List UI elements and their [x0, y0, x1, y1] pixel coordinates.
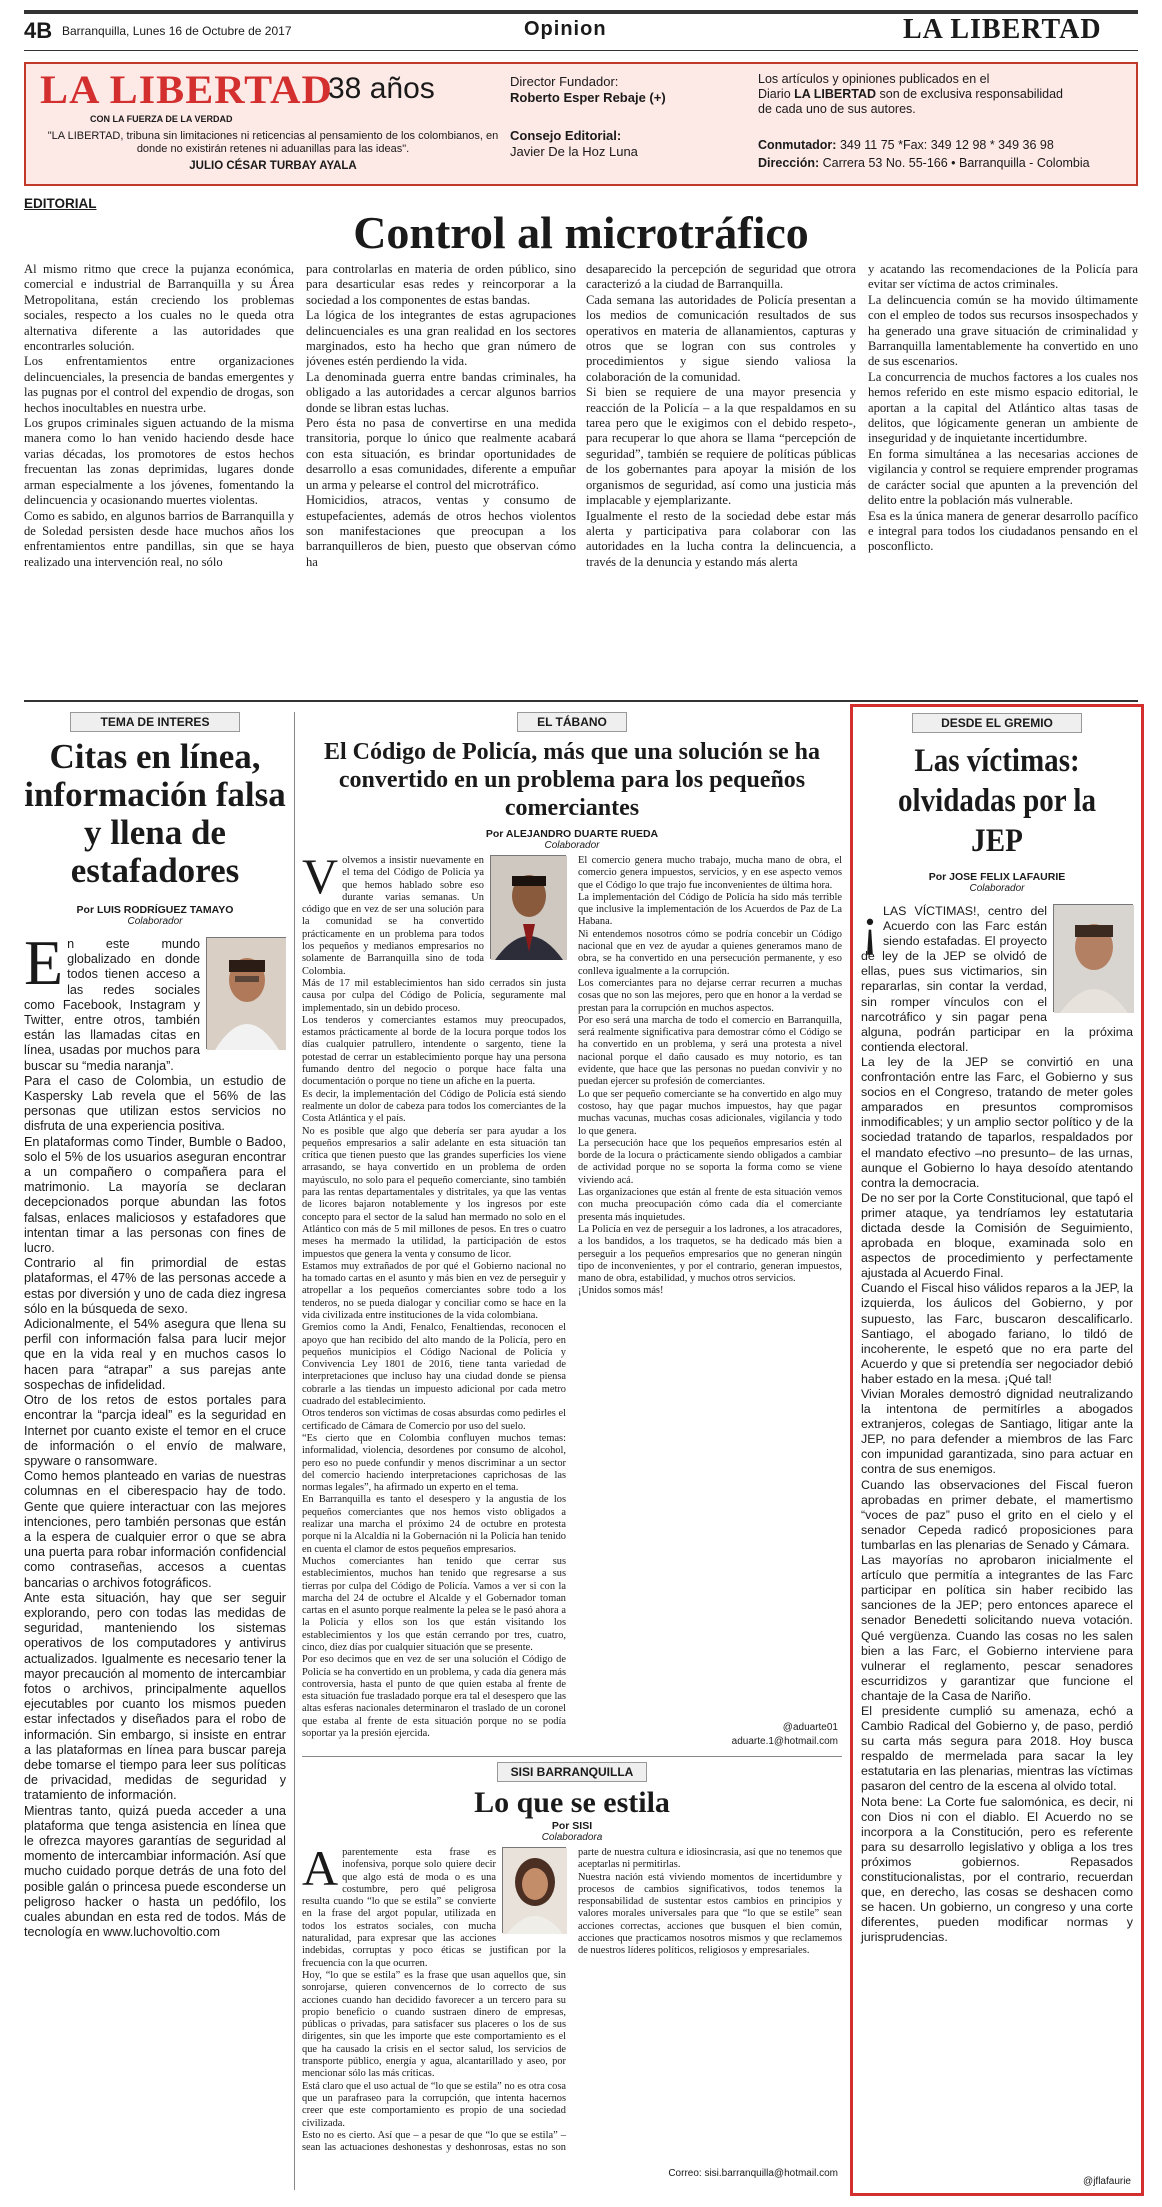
paragraph: La denominada guerra entre bandas criminales, ha obligado a las autoridades a cercar algunos barrios donde se libran estas luchas.: [306, 369, 576, 415]
paragraph: Hoy, “lo que se estila” es la frase que usan aquellos que, sin sonrojarse, quieren convencernos de lo correcto de sus acciones cuando han decidido favorecer a un tercero para su propio beneficio o cuando sustraen dinero de empresas, públicas o privadas, para satisfacer sus placeres o los de sus dirigentes, sin que les importe que este comportamiento es el que ha causado la crisis en el sector salud, los servicios de transporte público, energía y agua, alcantarillado y aseo, por mencionar sólo las más críticas.: [302, 1969, 566, 2080]
switchboard-label: Conmutador:: [758, 138, 837, 152]
paragraph: Nuestra nación está viviendo momentos de incertidumbre y procesos de cambios significativos, todos tenemos la responsabilidad de sustentar estos cambios en principios y valores morales universales para que “lo que se estile” sean acciones correctas, acciones que busquen el bien común, acciones que practicamos nosotros mismos y que reclamemos de nuestros líderes políticos, religiosos y empresariales.: [578, 1871, 842, 1957]
paragraph: Los enfrentamientos entre organizaciones delincuenciales, la presencia de bandas emergentes y las pugnas por el control del expendio de drogas, son hechos inocultables en nuestra urbe.: [24, 354, 294, 415]
editorial-col-4: [868, 262, 1138, 692]
paragraph: Ante esta situación, hay que ser seguir explorando, pero con todas las medidas de seguridad, manteniendo los sistemas operativos de los computadores y antivirus actualizados. Igualmente es necesario tener la mayor precaución al momento de intercambiar fotos o archivos, principalmente aquellos ejecutables por cuanto los mismos pueden estar infectados y diseñados para el robo de información. Sin embargo, si insiste en entrar a las plataformas en línea para buscar pareja debe tomarse el tiempo para leer sus políticas de privacidad, medidas de seguridad y tratamiento de información.: [24, 1590, 286, 1803]
paragraph: Los tenderos y comerciantes estamos muy preocupados, estamos prácticamente al borde de la locura porque todos los días cualquier patrullero, intendente o sargento, tiene la potestad de cerrar un establecimiento porque hay una persona fumando dentro del negocio o porque hace falta una documentación o porque no tiene un afiche en la puerta.: [302, 1014, 566, 1088]
sisi-title: Lo que se estila: [474, 1786, 670, 1819]
paragraph: De no ser por la Corte Constitucional, que tapó el primer ataque, ya tendríamos ley estatutaria dictada desde la Comisión de Seguimiento, aprobada en bloque, examinada solo en aspectos de procedimiento y perfectamente ajustada al Acuerdo Final.: [861, 1190, 1133, 1281]
column-divider-1: [294, 712, 295, 2190]
council-label: Consejo Editorial:: [510, 128, 622, 143]
sisi-body: [302, 1840, 842, 2167]
sisi-dropcap: A: [302, 1840, 339, 1896]
editorial-bottom-rule: [24, 700, 1138, 702]
tabano-bottom-rule: [302, 1756, 842, 1757]
disclaimer-line-3: de cada uno de sus autores.: [758, 102, 916, 116]
paragraph: desaparecido la percepción de seguridad que otrora caracterizó a la ciudad de Barranquilla.: [586, 262, 856, 292]
masthead-logo: LA LIBERTAD: [40, 67, 333, 112]
citas-dropcap: E: [24, 927, 64, 998]
paragraph: “Es cierto que en Colombia confluyen muchos temas: informalidad, violencia, desordenes por consumo de alcohol, pero eso no puede confundir y menos discriminar a un sector del comercio haciendo interpretaciones caprichosas de las normas legales”, ha afirmado un experto en el tema.: [302, 1432, 566, 1494]
paragraph: Como es sabido, en algunos barrios de Barranquilla y de Soledad persisten desde hace muchos años los enfrentamientos entre pandillas, sin que se haya realizado una intervención real, no sólo: [24, 508, 294, 569]
paragraph: Ni entendemos nosotros cómo se podría concebir un Código nacional que en vez de ayudar a quienes generamos mano de obra, se ha convertido en una persecución permanente, y eso conlleva igualmente a la corrupción.: [578, 928, 842, 977]
paragraph: Por eso decimos que en vez de ser una solución el Código de Policía se ha convertido en un problema, y cada día genera más controversia, hasta el punto de que quien estaba al frente de esta situación fue trasladado porque era tal el desespero que las altas esferas nacionales determinaron el traslado de un coronel que estaba al frente de esta situación porque no se podía soportar ya la presión ejercida.: [302, 1654, 566, 1740]
citas-kicker: TEMA DE INTERES: [70, 712, 240, 732]
gremio-role: Colaborador: [969, 883, 1025, 894]
paragraph: La implementación del Código de Policía ha sido más terrible que inclusive la implementación de los Acuerdos de Paz de La Habana.: [578, 891, 842, 928]
gremio-author-photo: [1053, 904, 1133, 1012]
paragraph: Vivian Morales demostró dignidad neutralizando la intentona de permitírles a abogados extranjeros, colegas de Santiago, litigar ante la JEP, no para defender a miembros de las Farc con impunidad garantizada, sino para actuar en contra de sus enemigos.: [861, 1387, 1133, 1477]
page-number: 4B: [24, 18, 53, 43]
paragraph: Esa es la única manera de generar desarrollo pacífico e integral para todos los ciudadanos pensando en el posconflicto.: [868, 508, 1138, 554]
sisi-article: [302, 1762, 842, 2190]
tabano-body: [302, 848, 842, 1752]
paragraph: Esto no es cierto. Así que – a pesar de que “lo que se estila” – sean las actuaciones deshonestas y deshonrosas, estas no son parte de nuestra cultura e idiosincrasia, así que no tenemos que aceptarlas ni permitirlas.: [302, 1847, 842, 2154]
paragraph: En Barranquilla es tanto el desespero y la angustia de los pequeños comerciantes que nos hemos visto obligados a realizar una marcha el próximo 24 de octubre en protesta porque ni la Alcaldía ni la Gobernación ni la Policía han tenido en cuenta el clamor de estos pequeños empresarios.: [302, 1494, 566, 1555]
paragraph: Por eso será una marcha de todo el comercio en Barranquilla, será realmente significativa para demostrar cómo el Código se ha convertido en un problema, y será una protesta a nivel nacional porque el daño causado es muy notorio, es tan evidente, que hace que las personas no puedan convivir y no puedan ejercer su profesión de comerciantes.: [578, 1014, 842, 1088]
paragraph: Cuando el Fiscal hiso válidos reparos a la JEP, la izquierda, los áulicos del Gobierno, y por supuesto, las Farc, buscaron descalificarlo. Santiago, el abogado fariano, lo tildó de incoherente, le espetó que no era parte del Acuerdo y que si pretendía ser negociador debió haber estado en la mesa. ¡Qué tal!: [861, 1281, 1133, 1386]
sisi-role: Colaboradora: [541, 1832, 603, 1843]
paragraph: Muchos comerciantes han tenido que cerrar sus establecimientos, muchos han tenido que regresarse a sus tierras por culpa del Código de Policía. Vamos a ver si con la marcha del 24 de octubre el Alcalde y el Gobernador toman cartas en el asunto porque realmente la pelea se le pasó ahora a la Policía y ellos son los que están visitando los establecimientos y los que están cerrando por tres, cuatro, cinco, diez días por cualquier situación que se presente.: [302, 1555, 566, 1653]
disclaimer-line-2: [758, 87, 1128, 102]
paragraph: En plataformas como Tinder, Bumble o Badoo, solo el 5% de los usuarios aseguran encontrar a un compañero o compañera para el matrimonio. La mayoría se declaran decepcionados porque abundan las fotos falsas, enlaces maliciosos y estafadores que intentan timar a las personas con fines de lucro.: [24, 1134, 286, 1256]
contact-address: [758, 156, 1090, 170]
paragraph: parentemente esta frase es inofensiva, porque solo quiere decir que algo está de moda o es una costumbre, pero qué peligrosa resulta cuando “lo que se estila” se convierte en la frase del argot popular, utilizada en todos los estratos sociales, con mucha naturalidad, para expresar que las acciones indebidas, corruptas y poco éticas se justifican por la frecuencia con la que ocurren.: [302, 1847, 566, 1969]
paragraph: Como hemos planteado en varias de nuestras columnas en el ciberespacio hay de todo. Gente que quiere interactuar con las mejores intenciones, pero también personas que están a la espera de cualquier error o que se abra una puerta para robar información confidencial como contraseñas, accesos a cuentas bancarias o archivos fotográficos.: [24, 1469, 286, 1590]
gremio-byline: Por JOSE FELIX LAFAURIE: [928, 871, 1066, 883]
gremio-body: [861, 896, 1133, 1945]
citas-author-photo: [206, 937, 286, 1049]
disclaimer-line-2-a: Diario: [758, 87, 795, 101]
author-portrait-icon: [207, 938, 286, 1050]
tabano-role: Colaborador: [544, 840, 600, 851]
sisi-email: Correo: sisi.barranquilla@hotmail.com: [668, 2168, 838, 2179]
header-newspaper-name: LA LIBERTAD: [903, 14, 1102, 45]
author-portrait-icon: [491, 856, 567, 960]
paragraph: para controlarlas en materia de orden público, sino para desarticular esas redes y reincorporar a la sociedad a los componentes de estas bandas.: [306, 262, 576, 307]
council-name: Javier De la Hoz Luna: [510, 144, 638, 159]
paragraph: Es decir, la implementación del Código de Policía está siendo realmente un dolor de cabeza para todos los comerciantes de la Costa Atlántica y el país.: [302, 1088, 566, 1125]
paragraph: Lo que ser pequeño comerciante se ha convertido en algo muy costoso, hay que pagar muchos impuestos, hay que pagar muchas vacunas, muchas cosas adicionales, vigilancia y todo lo que genera.: [578, 1088, 842, 1137]
citas-article: [24, 712, 286, 2190]
paragraph: olvemos a insistir nuevamente en el tema del Código de Policía ya que hemos hablado sobre eso durante varias semanas. Un código que en vez de ser una solución para la comunidad se ha convertido prácticamente en un problema para todos los pequeños y medianos empresarios no solamente de Barranquilla sino de toda Colombia.: [302, 855, 484, 977]
paragraph: Cada semana las autoridades de Policía presentan a los medios de comunicación resultados de sus operativos en materia de allanamientos, capturas y otros que se logran con sus controles y procedimientos y sigue siendo valiosa la colaboración de la comunidad.: [586, 292, 856, 384]
paragraph: Pero ésta no pasa de convertirse en una medida transitoria, porque lo único que realmente acabará con esta situación, es brindar oportunidades de desarrollo a esas comunidades, diferente a empuñar un arma y pelearse el control del microtráfico.: [306, 416, 576, 492]
paragraph: Los grupos criminales siguen actuando de la misma manera como lo han venido haciendo desde hace varias décadas, los promotores de estos hechos frecuentan las zonas deprimidas, lugares donde arman especialmente a los jóvenes, fomentando la delincuencia y ocasionando muertes violentas.: [24, 416, 294, 508]
paragraph: La Policía en vez de perseguir a los ladrones, a los atracadores, a los bandidos, a los traquetos, se ha dedicado más bien a perseguir a los pequeños empresarios que no generan ningún tipo de inconvenientes, y por el contrario, generan impuestos, mano de obra, estabilidad, y muchos otros servicios.: [578, 1223, 842, 1285]
paragraph: Contrario al fin primordial de estas plataformas, el 47% de las personas accede a estas por diversión y uno de cada diez ingresa sólo en la búsqueda de sexo.: [24, 1256, 286, 1316]
paragraph: Otros tenderos son víctimas de cosas absurdas como pedirles el certificado de Cámara de Comercio por uso del suelo.: [302, 1408, 566, 1432]
paragraph: Para el caso de Colombia, un estudio de Kaspersky Lab revela que el 56% de las personas que utilizan estos servicios no disfruta de una experiencia positiva.: [24, 1073, 286, 1134]
gremio-title: Las víctimas: olvidadas por la JEP: [898, 743, 1096, 859]
paragraph: n este mundo globalizado en donde todos tienen acceso a las redes sociales como Facebook, Instagram y Twitter, entre otros, también están las llamadas citas en línea, usadas por muchos para buscar su “media naranja”.: [24, 937, 200, 1073]
tabano-article: [302, 712, 842, 1752]
switchboard-value: 349 11 75 *Fax: 349 12 98 * 349 36 98: [836, 138, 1054, 152]
header-rule: [24, 50, 1138, 51]
paragraph: Homicidios, atracos, ventas y consumo de estupefacientes, además de otros hechos violentos son manifestaciones que preocupan a los barranquilleros de bien, puesto que observan cómo ha: [306, 493, 576, 569]
paragraph: Las mayorías no aprobaron inicialmente el artículo que permitía a integrantes de las Farc participar en política sin haber recibido las sanciones de la JEP; pero entonces aparece el senador Benedetti solicitando nueva votación. Qué vergüenza. Cuando las cosas no les salen bien a las Farc, el Gobierno interviene para vulnerar el reglamento, pescar senadores escurridizos y garantizar que funcione el chantaje de la Casa de Nariño.: [861, 1553, 1133, 1703]
paragraph: Otro de los retos de estos portales para encontrar la “parcja ideal” es la seguridad en Internet por cuanto existe el temor en el cruce de información o el envío de malware, spyware o ransomware.: [24, 1393, 286, 1468]
disclaimer: [758, 72, 1128, 117]
tabano-kicker: EL TÁBANO: [517, 712, 627, 732]
editorial-title: Control al microtráfico: [353, 207, 809, 258]
tabano-dropcap: V: [302, 848, 339, 904]
sisi-byline: Por SISI: [551, 1820, 593, 1832]
paragraph: Gremios como la Andi, Fenalco, Fenaltiendas, reconocen el apoyo que han recibido del alto mando de la Policía, pero en pequeños municipios el Código Nacional de Policía y Convivencia Ley 1801 de 2016, tiene tanta variedad de interpretaciones que incluso hay una ciudad donde se piensa cobrarle a las tiendas un impuesto adicional por cada metro cuadrado del establecimiento.: [302, 1322, 566, 1408]
paragraph: La ley de la JEP se convirtió en una confrontación entre las Farc, el Gobierno y sus socios en el Congreso, tratando de meter goles amparados en presuntos compromisos inmodificables; y un amplio sector político y de la sociedad tratando de taparlos, respaldados por el mandato efectivo –no presunto– de las urnas, aunque el Gobierno lo haya desoído atentando contra la democracia.: [861, 1054, 1133, 1190]
founder-label: Director Fundador:: [510, 74, 619, 89]
sisi-author-photo: [502, 1847, 566, 1933]
paragraph: El comercio genera mucho trabajo, mucha mano de obra, el comercio genera impuestos, servicios, y en ese aspecto vemos que el Código lo que trajo fue inconvenientes de última hora.: [578, 855, 842, 891]
disclaimer-line-2-b: son de exclusiva responsabilidad: [876, 87, 1063, 101]
tabano-author-photo: [490, 855, 566, 959]
paragraph: En forma simultánea a las necesarias acciones de vigilancia y control se requiere emprender programas de carácter social que apunten a la prevención del delito entre la población más vulnerable.: [868, 446, 1138, 508]
gremio-kicker: DESDE EL GREMIO: [912, 713, 1082, 733]
paragraph: Las organizaciones que están al frente de esta situación vemos con mucha preocupación cómo cada día el comerciante presenta más inquietudes.: [578, 1187, 842, 1223]
paragraph: Nota bene: La Corte fue salomónica, es decir, ni con Dios ni con el diablo. El Acuerdo no se incorpora a la Constitución, pero es referente para su desarrollo legislativo y obliga a los tres próximos gobiernos. Repasados constitucionalistas, por el contrario, recuerdan que, en derecho, las cosas se deshacen como se hacen. Un gobierno, un congreso y una corte diferentes, pueden modificar normas y jurisprudencias.: [861, 1794, 1133, 1945]
place-date: Barranquilla, Lunes 16 de Octubre de 2017: [62, 24, 292, 38]
editorial-col-2: [306, 262, 576, 692]
disclaimer-brand: LA LIBERTAD: [794, 87, 877, 101]
citas-role: Colaborador: [127, 916, 183, 927]
founder-name: Roberto Esper Rebaje (+): [510, 90, 666, 105]
masthead-slogan: CON LA FUERZA DE LA VERDAD: [90, 114, 233, 124]
paragraph: Al mismo ritmo que crece la pujanza económica, comercial e industrial de Barranquilla y su Área Metropolitana, están creciendo los problemas sociales, respecto a los cuales no le queda otra alternativa diferente a las autoridades que encontrarles solución.: [24, 262, 294, 354]
paragraph: Si bien se requiere de una mayor presencia y reacción de la Policía – a la que respaldamos en su tarea pero que le exigimos con el debido respeto-, para recuperar lo que ahora se llama “percepción de seguridad”, también se requiere de políticas públicas de los gobernantes para apoyar la misión de los organismos de seguridad, así como una justicia más implacable y ejemplarizante.: [586, 385, 856, 508]
author-portrait-icon: [1054, 905, 1134, 1013]
sisi-kicker: SISI BARRANQUILLA: [497, 1762, 647, 1782]
paragraph: Los comerciantes para no dejarse cerrar recurren a muchas cosas que no son las mejores, pero que en honor a la verdad se prestan para la corrupción en muchos aspectos.: [578, 977, 842, 1014]
paragraph: Igualmente el resto de la sociedad debe estar más alerta y participativa para colaborar con las autoridades en la lucha contra la delincuencia, a través de la denuncia y estando más alerta: [586, 508, 856, 569]
paragraph: y acatando las recomendaciones de la Policía para evitar ser víctima de actos criminales.: [868, 262, 1138, 292]
paragraph: El presidente cumplió su amenaza, echó a Cambio Radical del Gobierno y, de paso, perdió su carta más segura para 2018. Hoy busca respaldo de mermelada para sacar la ley estatutaria en las plenarias, mientras las víctimas pasaron del centro de la escena al olvido total.: [861, 1703, 1133, 1794]
editorial-label: EDITORIAL: [24, 196, 97, 211]
paragraph: La concurrencia de muchos factores a los cuales nos hemos referido en este mismo espacio editorial, le aportan a la capital del Atlántico altas tasas de delitos, que lógicamente generan un ambiente de inseguridad y de inquietante incertidumbre.: [868, 369, 1138, 446]
masthead-anniversary: 38 años: [328, 72, 435, 105]
address-value: Carrera 53 No. 55-166 • Barranquilla - Colombia: [819, 156, 1090, 170]
paragraph: La persecución hace que los pequeños empresarios estén al borde de la locura o prácticamente siendo obligados a cambiar de actividad porque no se soporta la forma como se viene viviendo acá.: [578, 1137, 842, 1186]
tabano-title: El Código de Policía, más que una solución se ha convertido en un problema para los pequeños comerciantes: [323, 739, 821, 821]
paragraph: Está claro que el uso actual de “lo que se estila” no es otra cosa que un parafraseo para la corrupción, que intenta hacernos creer que este comportamiento es propio de una sociedad civilizada.: [302, 2080, 566, 2129]
tabano-handle: @aduarte01: [782, 1722, 838, 1733]
tabano-email: aduarte.1@hotmail.com: [731, 1736, 838, 1747]
section-title: Opinion: [524, 18, 607, 40]
author-portrait-icon: [503, 1848, 567, 1934]
paragraph: La lógica de los integrantes de estas agrupaciones delincuenciales es una gran realidad en los sectores marginados, esto ha hecho que gran número de jóvenes estén perdiendo la vida.: [306, 308, 576, 369]
paragraph: No es posible que algo que debería ser para ayudar a los pequeños empresarios a salir adelante en esta situación tan crítica que tienen puesto que las grandes superficies los viene arrasando, se haya convertido en un problema de orden mayúsculo, no solo para el pequeño comerciante, sino también para las rentas departamentales y distritales, ya que las ventas de licores bajaron notablemente y los ingresos por este concepto para el sector de la salud han mermado no solo en el Atlántico con más de 5 mil millones de pesos. En tres o cuatro meses ha mermado la utilidad, la participación de estos impuestos que genera la venta y consumo de licor.: [302, 1125, 566, 1260]
gremio-handle: @jflafaurie: [1083, 2176, 1131, 2187]
contact-phones: [758, 138, 1054, 152]
citas-title: Citas en línea, información falsa y llena de estafadores: [24, 737, 286, 890]
address-label: Dirección:: [758, 156, 820, 170]
paragraph: La delincuencia común se ha movido últimamente con el empleo de todos sus recursos insospechados y ha generado una grave situación de criminalidad y Barranquilla lamentablemente ha convertido en uno de sus escenarios.: [868, 292, 1138, 369]
paragraph: ¡Unidos somos más!: [578, 1285, 664, 1297]
tabano-byline: Por ALEJANDRO DUARTE RUEDA: [485, 828, 659, 840]
paragraph: Estamos muy extrañados de por qué el Gobierno nacional no ha tomado cartas en el asunto y más bien en vez de perseguir y atropellar a los pequeños comerciantes sobre todo a los tenderos, no se pueda dialogar y conciliar como se hace en la vida civilizada entre instituciones de la vida colombiana.: [302, 1260, 566, 1321]
masthead-quote: "LA LIBERTAD, tribuna sin limitaciones ni reticencias al pensamiento de los colombianos, en donde no existirán retenes ni aduanillas para las ideas".: [47, 130, 499, 155]
masthead-quote-author: JULIO CÉSAR TURBAY AYALA: [189, 160, 357, 172]
paragraph: Adicionalmente, el 54% asegura que llena su perfil con información falsa para lucir mejor que en la vida real y en muchos casos lo hacen para “atrapar” a sus parejas ante sospechas de infidelidad.: [24, 1317, 286, 1392]
gremio-article: [850, 704, 1144, 2196]
editorial-col-3: [586, 262, 856, 692]
paragraph: Más de 17 mil establecimientos han sido cerrados sin justa causa por culpa del Código de Policía, seguramente mal implementado, sin un debido proceso.: [302, 977, 566, 1014]
masthead-box: [24, 62, 1138, 186]
citas-byline: Por LUIS RODRÍGUEZ TAMAYO: [76, 904, 234, 916]
paragraph: LAS VÍCTIMAS!, centro del Acuerdo con las Farc están siendo estafadas. El proyecto de ley de la JEP se olvidó de ellas, pues sus victimarios, sin repararlas, sin contar la verdad, sin romper vínculos con el narcotráfico y sin pagar pena alguna, podrán participar en la próxima contienda electoral.: [861, 904, 1133, 1054]
gremio-dropcap: ¡: [861, 896, 879, 956]
paragraph: Mientras tanto, quizá pueda acceder a una plataforma que tenga asistencia en línea que le ofrezca mayores garantías de seguridad al momento de intercambiar información. Así que mucho cuidado porque detrás de una foto del posible galán o princesa puede esconderse un peligroso hacker o hasta un pedófilo, los cuales abundan en esta red de todos. Más de tecnología en www.luchovoltio.com: [24, 1803, 286, 1940]
disclaimer-line-1: Los artículos y opiniones publicados en el: [758, 72, 990, 86]
paragraph: Cuando las observaciones del Fiscal fueron aprobadas en primer debate, el mamertismo “voces de paz” puso el grito en el cielo y el senador Cepeda radicó proposiciones para tumbarlas en las plenarias de Senado y Cámara.: [861, 1477, 1133, 1552]
editorial-col-1: [24, 262, 294, 692]
citas-body: [24, 927, 286, 1940]
